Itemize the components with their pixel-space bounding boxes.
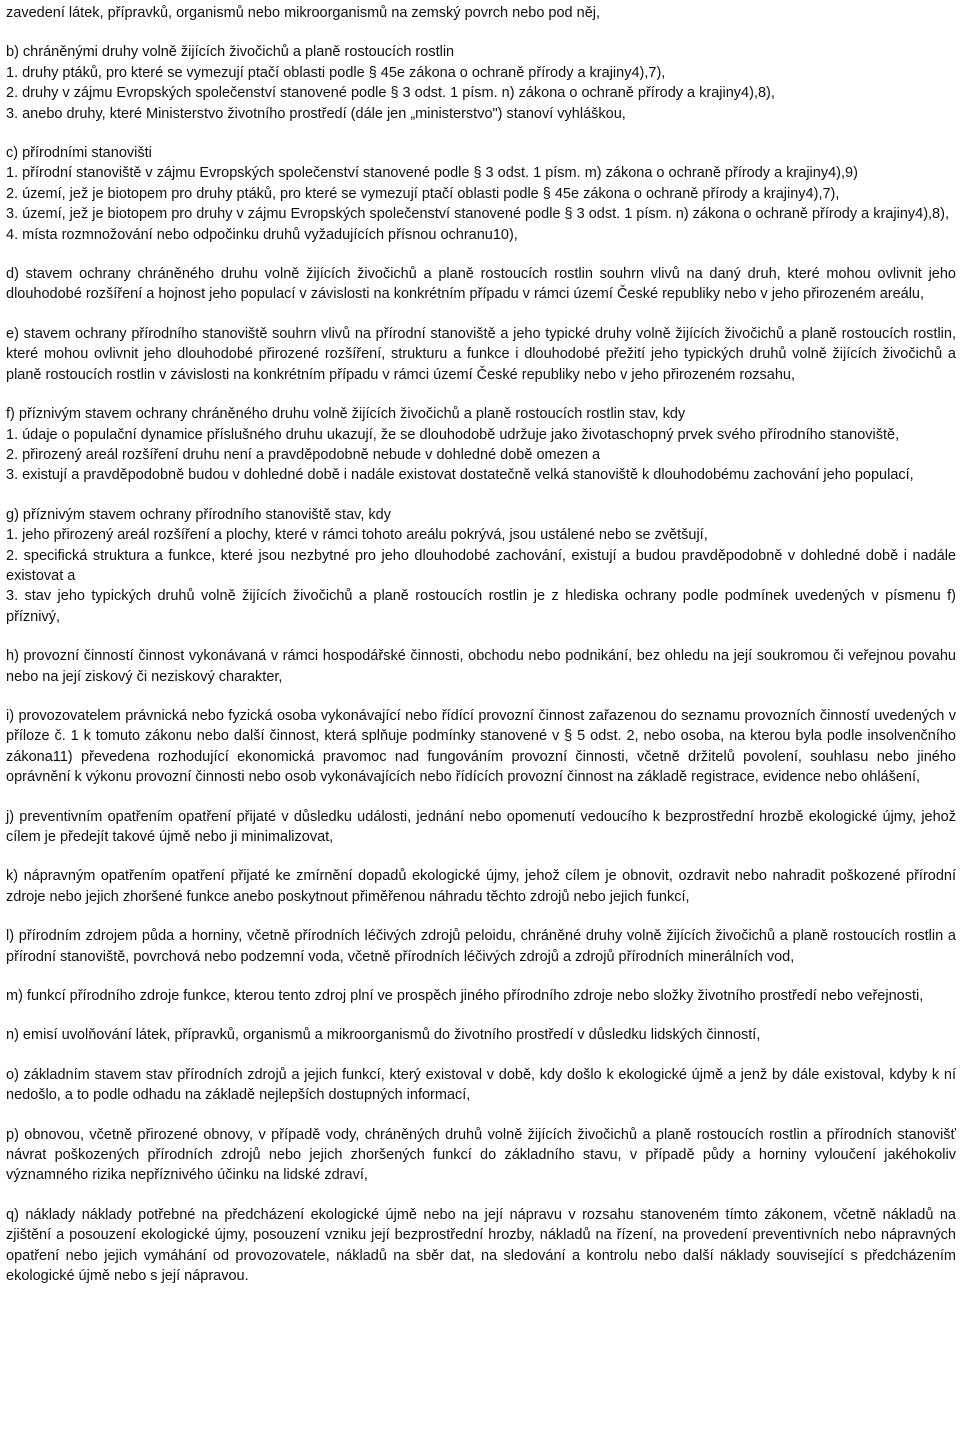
definition-d: [6, 264, 956, 305]
list-item: 1. druhy ptáků, pro které se vymezují ptačí oblasti podle § 45e zákona o ochraně přírody a krajiny4),7),: [6, 64, 666, 81]
definition-i: [6, 706, 956, 788]
definition-f: [6, 404, 956, 486]
definition-j: [6, 807, 956, 848]
paragraph-text: d) stavem ochrany chráněného druhu volně žijících živočichů a planě rostoucích rostlin souhrn vlivů na daný druh, které mohou ovlivnit jeho dlouhodobé rozšíření a hojnost jeho populací v závislosti na konkrétním případu v rámci území České republiky nebo v jeho přirozeném areálu,: [6, 266, 956, 303]
definition-p: [6, 1125, 956, 1186]
paragraph-text: m) funkcí přírodního zdroje funkce, kterou tento zdroj plní ve prospěch jiného přírodního zdroje nebo složky životního prostředí nebo veřejnosti,: [6, 988, 924, 1005]
paragraph-text: p) obnovou, včetně přirozené obnovy, v případě vody, chráněných druhů volně žijících živočichů a planě rostoucích rostlin a přírodních stanovišť návrat poškozených přírodních zdrojů nebo jejich zhoršených funkcí do základního stavu, v případě půdy a horniny vyloučení jakéhokoliv významného rizika nepříznivého účinku na lidské zdraví,: [6, 1126, 956, 1184]
definition-h: [6, 646, 956, 687]
list-item: 1. údaje o populační dynamice příslušného druhu ukazují, že se dlouhodobě udržuje jako životaschopný prvek svého přírodního stanoviště,: [6, 426, 900, 443]
list-item: 4. místa rozmnožování nebo odpočinku druhů vyžadujících přísnou ochranu10),: [6, 226, 518, 243]
document-page: [6, 3, 956, 1287]
definition-g: [6, 505, 956, 627]
definition-l: [6, 926, 956, 967]
paragraph-text: zavedení látek, přípravků, organismů nebo mikroorganismů na zemský povrch nebo pod něj,: [6, 5, 601, 21]
definition-e: [6, 324, 956, 385]
definition-a-tail: [6, 3, 956, 23]
definition-intro: b) chráněnými druhy volně žijících živočichů a planě rostoucích rostlin: [6, 44, 455, 61]
list-item: 2. území, jež je biotopem pro druhy ptáků, pro které se vymezují ptačí oblasti podle § 45e zákona o ochraně přírody a krajiny4),7),: [6, 185, 840, 202]
definition-intro: g) příznivým stavem ochrany přírodního stanoviště stav, kdy: [6, 506, 391, 523]
list-item: 1. přírodní stanoviště v zájmu Evropských společenství stanovené podle § 3 odst. 1 písm. m) zákona o ochraně přírody a krajiny4),9): [6, 165, 858, 182]
definition-b: [6, 42, 956, 124]
definition-q: [6, 1205, 956, 1287]
paragraph-text: o) základním stavem stav přírodních zdrojů a jejich funkcí, který existoval v době, kdy došlo k ekologické újmě a jenž by dále existoval, kdyby k ní nedošlo, a to podle odhadu na základě nejlepších dostupných informací,: [6, 1066, 956, 1104]
paragraph-text: i) provozovatelem právnická nebo fyzická osoba vykonávající nebo řídící provozní činnost zařazenou do seznamu provozních činností uvedených v příloze č. 1 k tomuto zákonu nebo další činnost, která splňuje podmínky stanovené v § 5 odst. 2, nebo osoba, na kterou byla podle insolvenčního zákona11) převedena rozhodující ekonomická pravomoc nad fungováním provozní činnosti, včetně držitelů povolení, souhlasu nebo jiného oprávnění k výkonu provozní činnosti nebo osob vykonávajících nebo řídících provozní činnost na základě registrace, evidence nebo ohlášení,: [6, 707, 956, 786]
definition-intro: f) příznivým stavem ochrany chráněného druhu volně žijících živočichů a planě rostoucích rostlin stav, kdy: [6, 406, 686, 423]
definition-m: [6, 986, 956, 1006]
definition-c: [6, 143, 956, 245]
definition-intro: c) přírodními stanovišti: [6, 145, 152, 162]
list-item: 3. anebo druhy, které Ministerstvo životního prostředí (dále jen „ministerstvo") stanoví vyhláškou,: [6, 105, 626, 122]
paragraph-text: h) provozní činností činnost vykonávaná v rámci hospodářské činnosti, obchodu nebo podnikání, bez ohledu na její soukromou či veřejnou povahu nebo na její ziskový či neziskový charakter,: [6, 648, 956, 685]
paragraph-text: k) nápravným opatřením opatření přijaté ke zmírnění dopadů ekologické újmy, jehož cílem je obnovit, ozdravit nebo nahradit poškozené přírodní zdroje nebo jejich zhoršené funkce anebo poskytnout přiměřenou náhradu těchto zdrojů nebo jejich funkcí,: [6, 868, 956, 905]
definition-o: [6, 1065, 956, 1106]
list-item: 1. jeho přirozený areál rozšíření a plochy, které v rámci tohoto areálu pokrývá, jsou ustálené nebo se zvětšují,: [6, 527, 708, 544]
paragraph-text: j) preventivním opatřením opatření přijaté v důsledku události, jednání nebo opomenutí vedoucího k bezprostřední hrozbě ekologické újmy, jehož cílem je předejít takové újmě nebo ji minimalizovat,: [6, 808, 956, 845]
paragraph-text: l) přírodním zdrojem půda a horniny, včetně přírodních léčivých zdrojů peloidu, chráněné druhy volně žijících živočichů a planě rostoucích rostlin a přírodní stanoviště, povrchová nebo podzemní voda, včetně přírodních léčivých zdrojů a zdrojů přírodních minerálních vod,: [6, 928, 956, 965]
list-item: 3. území, jež je biotopem pro druhy v zájmu Evropských společenství stanovené podle § 3 odst. 1 písm. n) zákona o ochraně přírody a krajiny4),8),: [6, 206, 949, 223]
list-item: 2. přirozený areál rozšíření druhu není a pravděpodobně nebude v dohledné době omezen a: [6, 446, 601, 463]
paragraph-text: n) emisí uvolňování látek, přípravků, organismů a mikroorganismů do životního prostředí v důsledku lidských činností,: [6, 1027, 761, 1044]
list-item: 3. existují a pravděpodobně budou v dohledné době i nadále existovat dostatečně velká stanoviště k dlouhodobému zachování jeho populací,: [6, 467, 914, 484]
list-item: 2. specifická struktura a funkce, které jsou nezbytné pro jeho dlouhodobé zachování, existují a budou pravděpodobně v dohledné době i nadále existovat a: [6, 547, 956, 584]
paragraph-text: q) náklady náklady potřebné na předcházení ekologické újmě nebo na její nápravu v rozsahu stanoveném tímto zákonem, včetně nákladů na zjištění a posouzení ekologické újmy, posouzení vzniku její bezprostřední hrozby, nákladů na řízení, na provedení preventivních nebo nápravných opatření nebo jejich vymáhání od provozovatele, nákladů na sběr dat, na sledování a kontrolu nebo další náklady související s předcházením ekologické újmě nebo s její nápravou.: [6, 1206, 956, 1285]
definition-n: [6, 1025, 956, 1045]
paragraph-text: e) stavem ochrany přírodního stanoviště souhrn vlivů na přírodní stanoviště a jeho typické druhy volně žijících živočichů a planě rostoucích rostlin, které mohou ovlivnit jeho dlouhodobé přirozené rozšíření, strukturu a funkce i dlouhodobé přežití jeho typických druhů volně žijících živočichů a planě rostoucích rostlin v závislosti na konkrétním případu v rámci území České republiky nebo v jeho přirozeném rozsahu,: [6, 325, 956, 383]
list-item: 3. stav jeho typických druhů volně žijících živočichů a planě rostoucích rostlin je z hlediska ochrany podle podmínek uvedených v písmenu f) příznivý,: [6, 588, 956, 625]
list-item: 2. druhy v zájmu Evropských společenství stanovené podle § 3 odst. 1 písm. n) zákona o ochraně přírody a krajiny4),8),: [6, 85, 775, 102]
definition-k: [6, 866, 956, 907]
